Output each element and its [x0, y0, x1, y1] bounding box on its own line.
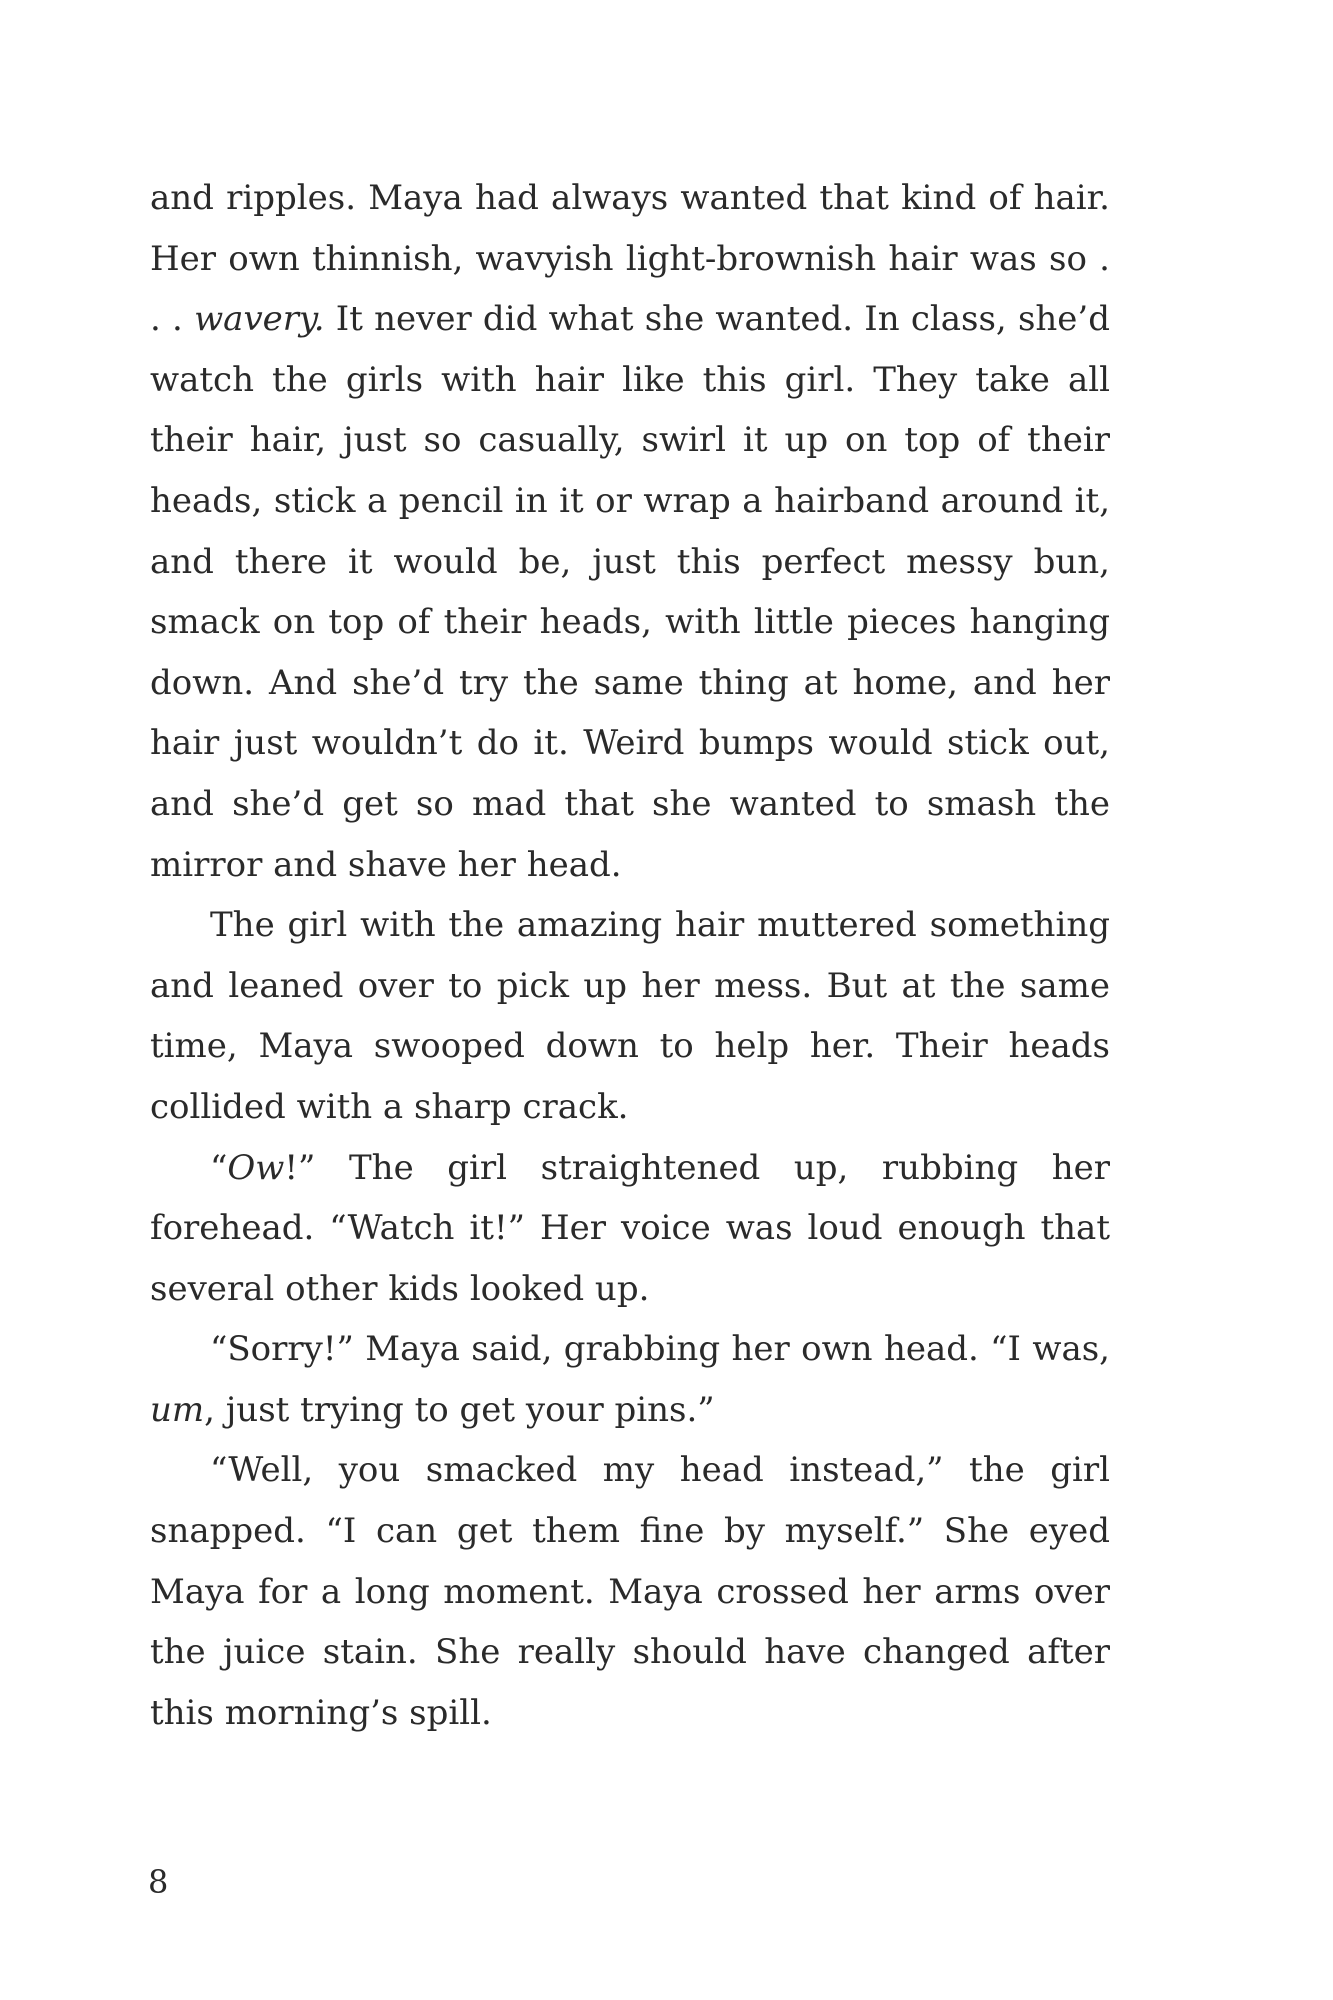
text-segment: “ [210, 1147, 228, 1188]
text-segment: and ripples. Maya had always wanted that kind of hair. Her own thinnish, wavyish light-brownish hair was so . . . [150, 178, 1110, 340]
italic-text: wavery. [194, 299, 325, 340]
text-segment: !” The girl straightened up, rubbing her forehead. “Watch it!” Her voice was loud enough that several other kids looked up. [150, 1147, 1110, 1309]
italic-text: Ow [227, 1147, 285, 1188]
page-number: 8 [148, 1863, 169, 1901]
body-text [150, 168, 1110, 1743]
text-segment: , just trying to get your pins.” [204, 1389, 715, 1430]
paragraph [150, 1319, 1110, 1440]
paragraph [150, 895, 1110, 1137]
text-segment: “Sorry!” Maya said, grabbing her own head. “I was, [210, 1329, 1110, 1370]
paragraph [150, 1138, 1110, 1320]
text-segment: The girl with the amazing hair muttered something and leaned over to pick up her mess. But at the same time, Maya swooped down to help her. Their heads collided with a sharp crack. [150, 905, 1110, 1127]
paragraph [150, 168, 1110, 895]
text-segment: It never did what she wanted. In class, she’d watch the girls with hair like this girl. They take all their hair, just so casually, swirl it up on top of their heads, stick a pencil in it or wrap a hairband around it, and there it would be, just this perfect messy bun, smack on top of their heads, with little pieces hanging down. And she’d try the same thing at home, and her hair just wouldn’t do it. Weird bumps would stick out, and she’d get so mad that she wanted to smash the mirror and shave her head. [150, 299, 1110, 885]
italic-text: um [150, 1389, 205, 1430]
paragraph [150, 1440, 1110, 1743]
text-segment: “Well, you smacked my head instead,” the girl snapped. “I can get them fine by myself.” She eyed Maya for a long moment. Maya crossed her arms over the juice stain. She really should have changed after this morning’s spill. [150, 1450, 1110, 1733]
